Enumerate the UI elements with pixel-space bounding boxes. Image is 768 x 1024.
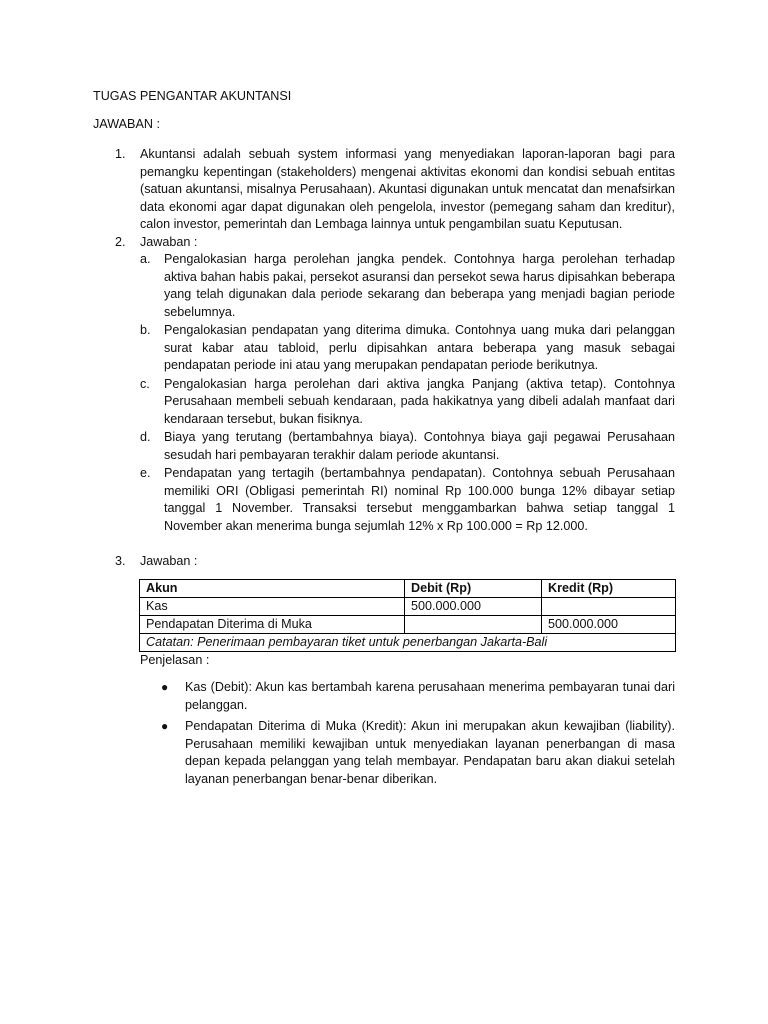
header-kredit: Kredit (Rp) bbox=[542, 579, 676, 597]
explanation-bullet-2 bbox=[93, 718, 675, 788]
answer-1-text: Akuntansi adalah sebuah system informasi yang menyediakan laporan-laporan bagi para pemangku kepentingan (stakeholders) mengenai aktivitas ekonomi dan kondisi sebuah entitas (satuan akuntansi, misalnya Perusahaan). Akuntasi digunakan untuk mencatat dan menafsirkan data ekonomi agar dapat digunakan oleh pengelola, investor (pemegang saham dan kreditur), calon investor, pemerintah dan Lembaga lainnya untuk pengambilan suatu Keputusan. bbox=[140, 147, 675, 231]
cell-kredit: 500.000.000 bbox=[542, 615, 676, 633]
table-note: Catatan: Penerimaan pembayaran tiket untuk penerbangan Jakarta-Bali bbox=[140, 633, 676, 651]
item-marker: d. bbox=[140, 430, 151, 444]
answer-3-number: 3. bbox=[115, 554, 126, 568]
answer-2-item-c bbox=[140, 376, 675, 429]
bullet-text: Pendapatan Diterima di Muka (Kredit): Akun ini merupakan akun kewajiban (liability). Perusahaan memiliki kewajiban untuk menyediakan layanan penerbangan di masa depan kepada pelanggan yang telah membayar. Pendapatan baru akan diakui setelah layanan penerbangan benar-benar diberikan. bbox=[185, 719, 675, 786]
answer-3-label: Jawaban : bbox=[140, 554, 198, 568]
item-text: Biaya yang terutang (bertambahnya biaya). Contohnya biaya gaji pegawai Perusahaan sesudah hari pembayaran terakhir dalam periode akuntansi. bbox=[164, 430, 675, 462]
document-title: TUGAS PENGANTAR AKUNTANSI bbox=[93, 89, 292, 103]
item-marker: b. bbox=[140, 323, 151, 337]
header-debit: Debit (Rp) bbox=[405, 579, 542, 597]
bullet-icon: ● bbox=[161, 719, 169, 733]
answer-1-number: 1. bbox=[115, 147, 126, 161]
document-content bbox=[93, 88, 675, 792]
table-header-row bbox=[140, 579, 676, 597]
answer-3 bbox=[93, 553, 675, 571]
item-marker: c. bbox=[140, 376, 150, 391]
item-marker: e. bbox=[140, 466, 151, 480]
item-text: Pengalokasian pendapatan yang diterima dimuka. Contohnya uang muka dari pelanggan surat kabar atau tabloid, perlu dipisahkan antara beberapa yang masuk sebagai pendapatan periode ini atau yang merupakan pendapatan periode berikutnya. bbox=[164, 323, 675, 372]
table-note-row bbox=[140, 633, 676, 651]
table-row bbox=[140, 597, 676, 615]
item-text: Pengalokasian harga perolehan jangka pendek. Contohnya harga perolehan terhadap aktiva bahan habis pakai, persekot asuransi dan persekot sewa harus dipisahkan beberapa yang telah digunakan dala periode sekarang dan beberapa yang menjadi bagian periode sebelumnya. bbox=[164, 252, 675, 319]
journal-table bbox=[139, 579, 676, 652]
cell-akun: Pendapatan Diterima di Muka bbox=[140, 615, 405, 633]
answer-1 bbox=[93, 146, 675, 234]
table-row bbox=[140, 615, 676, 633]
bullet-icon: ● bbox=[161, 680, 169, 694]
answer-2 bbox=[93, 234, 675, 252]
answer-2-number: 2. bbox=[115, 234, 126, 249]
item-text: Pengalokasian harga perolehan dari aktiva jangka Panjang (aktiva tetap). Contohnya Perusahaan membeli sebuah kendaraan, pada hakikatnya yang dibeli adalah manfaat dari kendaraan tersebut, bukan fisiknya. bbox=[164, 376, 675, 426]
cell-akun: Kas bbox=[140, 597, 405, 615]
answer-2-label: Jawaban : bbox=[140, 234, 198, 249]
cell-kredit bbox=[542, 597, 676, 615]
item-text: Pendapatan yang tertagih (bertambahnya pendapatan). Contohnya sebuah Perusahaan memiliki ORI (Obligasi pemerintah RI) nominal Rp 100.000 bunga 12% dibayar setiap tanggal 1 November. Transaksi tersebut menggambarkan bahwa setiap tanggal 1 November akan menerima bunga sejumlah 12% x Rp 100.000 = Rp 12.000. bbox=[164, 466, 675, 533]
answer-2-item-b bbox=[140, 322, 675, 375]
cell-debit bbox=[405, 615, 542, 633]
explanation-bullet-1 bbox=[93, 679, 675, 714]
bullet-text: Kas (Debit): Akun kas bertambah karena perusahaan menerima pembayaran tunai dari pelanggan. bbox=[185, 680, 675, 712]
answer-2-item-a bbox=[140, 251, 675, 321]
answer-2-item-e bbox=[140, 465, 675, 535]
cell-debit: 500.000.000 bbox=[405, 597, 542, 615]
answer-2-item-d bbox=[140, 429, 675, 464]
spacer bbox=[93, 536, 675, 553]
explanation-label: Penjelasan : bbox=[140, 652, 210, 667]
item-marker: a. bbox=[140, 252, 151, 266]
answer-label: JAWABAN : bbox=[93, 116, 160, 131]
header-akun: Akun bbox=[140, 579, 405, 597]
